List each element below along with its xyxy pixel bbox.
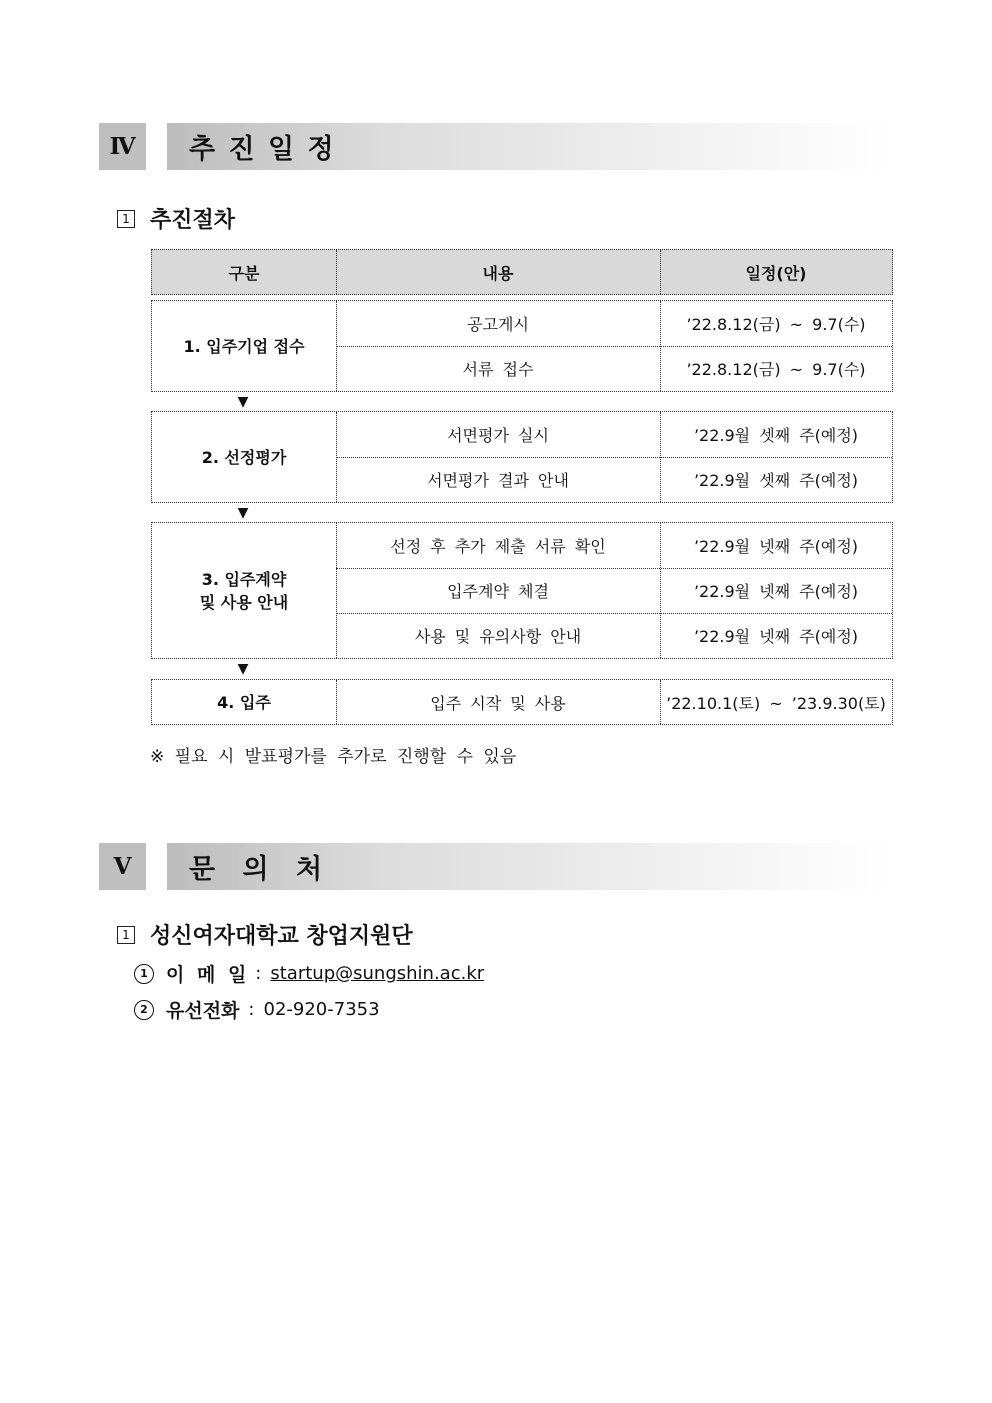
subsection-marker: 1 (117, 210, 135, 228)
phone-number: 02-920-7353 (263, 999, 380, 1020)
group-label: 1. 입주기업 접수 (183, 336, 305, 356)
group-label (152, 523, 336, 658)
table-group-2 (151, 411, 893, 503)
row-content: 서류 접수 (462, 360, 534, 379)
row-schedule: ’22.8.12(금) ~ 9.7(수) (686, 360, 866, 379)
contact-label: 이 메 일 (166, 964, 247, 986)
email-link[interactable]: startup@sungshin.ac.kr (270, 963, 485, 984)
table-group-1 (151, 300, 893, 392)
header-content: 내용 (482, 263, 514, 283)
subsection-title: 추진절차 (150, 208, 236, 233)
group-label-line-2: 및 사용 안내 (199, 592, 289, 612)
row-content: 사용 및 유의사항 안내 (414, 627, 582, 646)
procedure-note: ※ 필요 시 발표평가를 추가로 진행할 수 있음 (150, 747, 517, 767)
subsection-marker: 1 (117, 926, 135, 944)
contact-marker: 2 (134, 1000, 154, 1020)
subsection-title: 성신여자대학교 창업지원단 (150, 924, 413, 949)
row-schedule: ’22.8.12(금) ~ 9.7(수) (686, 315, 866, 334)
row-schedule: ’22.9월 셋째 주(예정) (693, 471, 859, 490)
section-4-title: 추 진 일 정 (167, 123, 889, 170)
row-schedule: ’22.9월 넷째 주(예정) (693, 582, 859, 601)
section-5-number: Ⅴ (99, 843, 146, 890)
group-label-line-1: 3. 입주계약 (201, 569, 287, 589)
table-group-3 (151, 522, 893, 659)
subsection-contact (117, 919, 413, 950)
section-4-number: Ⅳ (99, 123, 146, 170)
row-schedule: ’22.9월 셋째 주(예정) (693, 426, 859, 445)
contact-email (134, 960, 484, 987)
down-arrow-icon: ▼ (237, 505, 249, 521)
header-schedule: 일정(안) (745, 263, 807, 283)
contact-phone (134, 996, 380, 1023)
contact-separator: : (255, 963, 262, 984)
table-group-4 (151, 679, 893, 725)
group-label: 4. 입주 (217, 692, 271, 712)
row-content: 입주계약 체결 (447, 582, 549, 601)
contact-separator: : (248, 999, 255, 1020)
subsection-procedure (117, 203, 235, 234)
row-schedule: ’22.9월 넷째 주(예정) (693, 537, 859, 556)
row-schedule: ’22.10.1(토) ~ ’23.9.30(토) (666, 693, 886, 713)
row-content: 입주 시작 및 사용 (430, 693, 566, 713)
contact-marker: 1 (134, 964, 154, 984)
row-content: 공고게시 (467, 315, 529, 334)
row-schedule: ’22.9월 넷째 주(예정) (693, 627, 859, 646)
row-content: 서면평가 결과 안내 (427, 471, 569, 490)
down-arrow-icon: ▼ (237, 394, 249, 410)
down-arrow-icon: ▼ (237, 661, 249, 677)
row-content: 선정 후 추가 제출 서류 확인 (390, 537, 606, 556)
row-content: 서면평가 실시 (447, 426, 549, 445)
table-header (151, 249, 893, 295)
group-label: 2. 선정평가 (201, 447, 287, 467)
header-category: 구분 (228, 263, 260, 283)
section-5-title: 문 의 처 (167, 843, 889, 890)
contact-label: 유선전화 (166, 1000, 240, 1022)
